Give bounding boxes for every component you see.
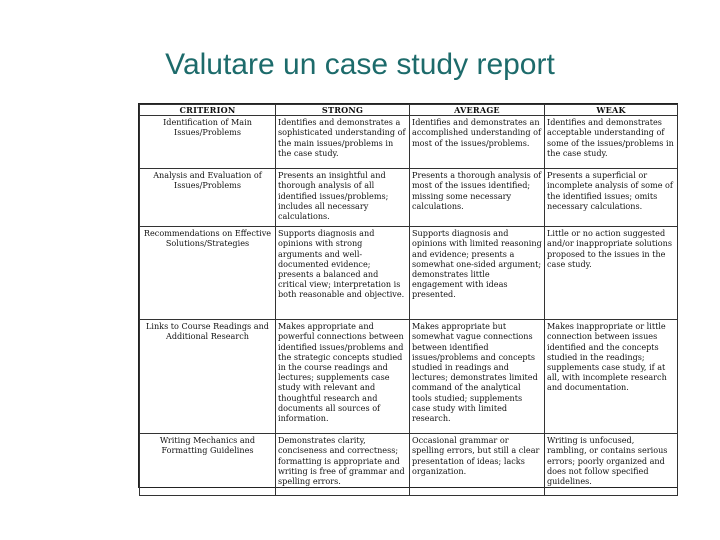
criterion-cell: Recommendations on Effective Solutions/Strategies xyxy=(140,227,276,320)
criterion-cell: Links to Course Readings and Additional Research xyxy=(140,320,276,434)
table-row xyxy=(140,116,678,169)
weak-cell: Little or no action suggested and/or inappropriate solutions proposed to the issues in the case study. xyxy=(545,227,678,320)
criterion-cell: Analysis and Evaluation of Issues/Problems xyxy=(140,169,276,227)
average-cell: Identifies and demonstrates an accomplished understanding of most of the issues/problems. xyxy=(410,116,545,169)
slide-title: Valutare un case study report xyxy=(165,48,555,81)
strong-cell: Identifies and demonstrates a sophisticated understanding of the main issues/problems in the case study. xyxy=(276,116,410,169)
weak-cell: Presents a superficial or incomplete analysis of some of the identified issues; omits necessary calculations. xyxy=(545,169,678,227)
weak-cell: Identifies and demonstrates acceptable understanding of some of the issues/problems in the case study. xyxy=(545,116,678,169)
header-weak: WEAK xyxy=(545,105,678,116)
header-row xyxy=(140,105,678,116)
criterion-cell: Identification of Main Issues/Problems xyxy=(140,116,276,169)
table-row xyxy=(140,169,678,227)
table-row xyxy=(140,320,678,434)
strong-cell: Makes appropriate and powerful connections between identified issues/problems and the strategic concepts studied in the course readings and lectures; supplements case study with relevant and thoughtful research and documents all sources of information. xyxy=(276,320,410,434)
weak-cell: Makes inappropriate or little connection between issues identified and the concepts studied in the readings; supplements case study, if at all, with incomplete research and documentation. xyxy=(545,320,678,434)
table-row xyxy=(140,227,678,320)
weak-cell: Writing is unfocused, rambling, or contains serious errors; poorly organized and does not follow specified guidelines. xyxy=(545,434,678,496)
average-cell: Occasional grammar or spelling errors, but still a clear presentation of ideas; lacks organization. xyxy=(410,434,545,496)
average-cell: Supports diagnosis and opinions with limited reasoning and evidence; presents a somewhat one-sided argument; demonstrates little engagement with ideas presented. xyxy=(410,227,545,320)
average-cell: Presents a thorough analysis of most of the issues identified; missing some necessary calculations. xyxy=(410,169,545,227)
strong-cell: Supports diagnosis and opinions with strong arguments and well-documented evidence; presents a balanced and critical view; interpretation is both reasonable and objective. xyxy=(276,227,410,320)
header-average: AVERAGE xyxy=(410,105,545,116)
table-row xyxy=(140,434,678,496)
header-criterion: CRITERION xyxy=(140,105,276,116)
header-strong: STRONG xyxy=(276,105,410,116)
rubric-table xyxy=(139,104,678,496)
strong-cell: Demonstrates clarity, conciseness and correctness; formatting is appropriate and writing is free of grammar and spelling errors. xyxy=(276,434,410,496)
strong-cell: Presents an insightful and thorough analysis of all identified issues/problems; includes all necessary calculations. xyxy=(276,169,410,227)
average-cell: Makes appropriate but somewhat vague connections between identified issues/problems and concepts studied in readings and lectures; demonstrates limited command of the analytical tools studied; supplements case study with limited research. xyxy=(410,320,545,434)
criterion-cell: Writing Mechanics and Formatting Guidelines xyxy=(140,434,276,496)
rubric-table-image xyxy=(138,103,678,488)
